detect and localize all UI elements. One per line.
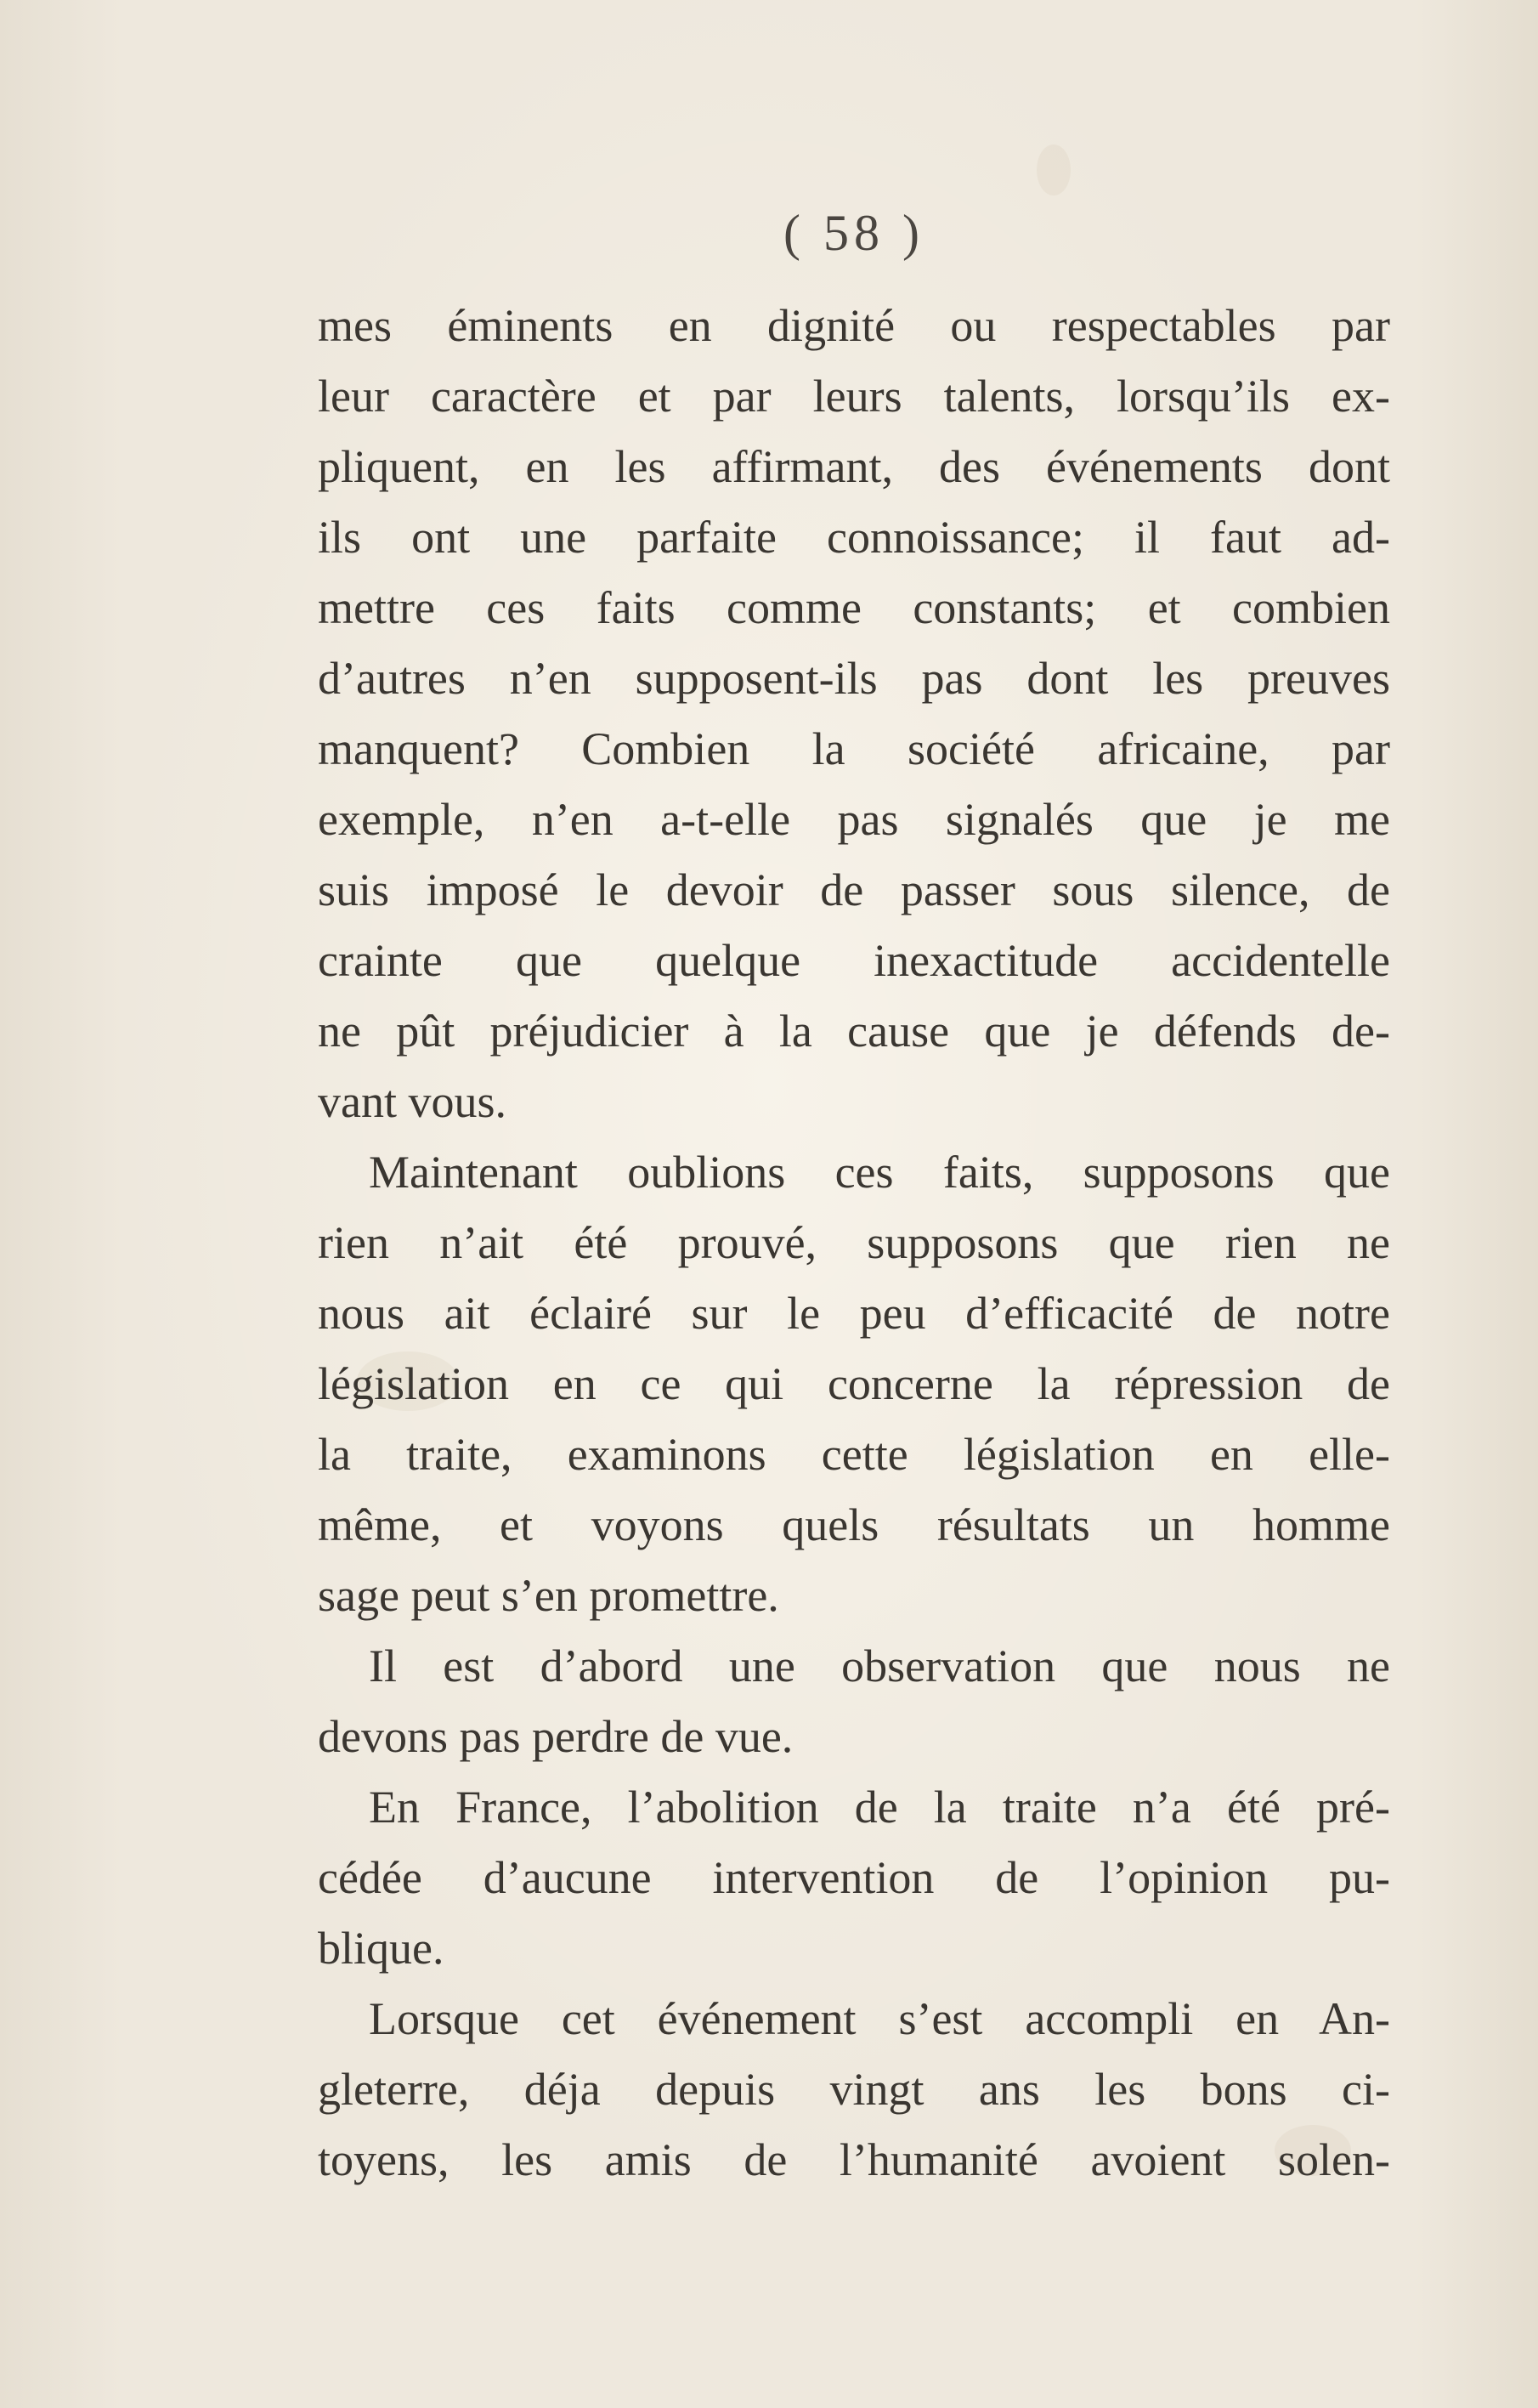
- text-line: nous ait éclairé sur le peu d’efficacité de notre: [318, 1288, 1390, 1339]
- paragraph-continuation: [318, 291, 1390, 1137]
- text-line: ils ont une parfaite connoissance; il faut ad-: [318, 512, 1390, 563]
- text-line: crainte que quelque inexactitude accidentelle: [318, 935, 1390, 986]
- text-line: même, et voyons quels résultats un homme: [318, 1499, 1390, 1550]
- paragraph-maintenant: [318, 1137, 1390, 1631]
- text-line: vant vous.: [318, 1076, 506, 1127]
- text-line: d’autres n’en supposent-ils pas dont les preuves: [318, 653, 1390, 704]
- text-line: mettre ces faits comme constants; et combien: [318, 582, 1390, 633]
- text-line: En France, l’abolition de la traite n’a été pré-: [369, 1782, 1390, 1833]
- text-line: toyens, les amis de l’humanité avoient solen-: [318, 2134, 1390, 2185]
- text-line: gleterre, déja depuis vingt ans les bons ci-: [318, 2064, 1390, 2115]
- text-line: pliquent, en les affirmant, des événements dont: [318, 441, 1390, 492]
- text-line: sage peut s’en promettre.: [318, 1570, 779, 1621]
- text-line: manquent? Combien la société africaine, par: [318, 723, 1390, 774]
- text-line: blique.: [318, 1923, 444, 1974]
- text-line: législation en ce qui concerne la répression de: [318, 1358, 1390, 1409]
- paragraph-observation: [318, 1631, 1390, 1772]
- paragraph-en-france: [318, 1772, 1390, 1984]
- page-body: [318, 291, 1390, 2196]
- text-line: suis imposé le devoir de passer sous silence, de: [318, 864, 1390, 915]
- text-line: leur caractère et par leurs talents, lorsqu’ils ex-: [318, 371, 1390, 422]
- text-line: cédée d’aucune intervention de l’opinion pu-: [318, 1852, 1390, 1903]
- page-number: ( 58 ): [783, 205, 924, 261]
- text-line: mes éminents en dignité ou respectables par: [318, 300, 1390, 351]
- text-line: Lorsque cet événement s’est accompli en An-: [369, 1993, 1390, 2044]
- text-line: Maintenant oublions ces faits, supposons que: [369, 1147, 1390, 1198]
- paper-stain: [1037, 144, 1071, 195]
- text-line: rien n’ait été prouvé, supposons que rien ne: [318, 1217, 1390, 1268]
- text-line: Il est d’abord une observation que nous ne: [369, 1640, 1390, 1691]
- text-line: ne pût préjudicier à la cause que je défends de-: [318, 1006, 1390, 1057]
- text-line: exemple, n’en a-t-elle pas signalés que je me: [318, 794, 1390, 845]
- paragraph-lorsque: [318, 1984, 1390, 2196]
- text-line: devons pas perdre de vue.: [318, 1711, 794, 1762]
- text-line: la traite, examinons cette législation en elle-: [318, 1429, 1390, 1480]
